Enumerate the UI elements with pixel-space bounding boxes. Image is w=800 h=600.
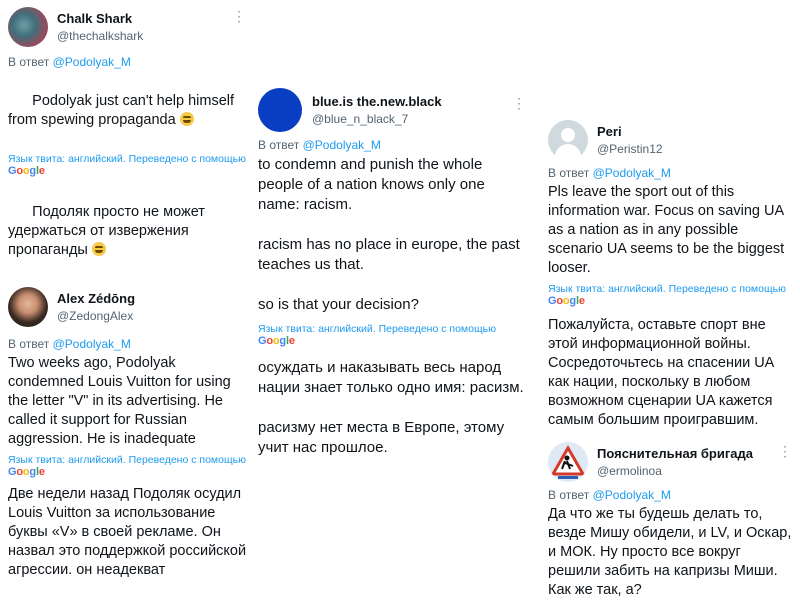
tweet-peri[interactable] (548, 118, 794, 430)
tweet-text (8, 73, 248, 149)
reply-line (258, 138, 530, 153)
mention-link[interactable]: @Podolyak_M (592, 166, 671, 180)
mention-link[interactable]: @Podolyak_M (52, 55, 131, 69)
reply-line (548, 488, 794, 503)
road-works-sign-icon (548, 442, 588, 482)
tweet-alex-zedong[interactable] (8, 285, 251, 580)
tweet-header (8, 5, 248, 49)
reply-line (8, 337, 248, 352)
display-name[interactable]: blue.is the.new.black (312, 93, 442, 109)
grinning-squinting-face-icon (92, 242, 106, 256)
column-right (548, 118, 794, 600)
google-logo: Google (258, 335, 295, 347)
more-dots-icon[interactable]: ⋮ (778, 443, 792, 459)
display-name[interactable]: Peri (597, 123, 622, 139)
avatar[interactable] (258, 88, 302, 132)
tweet-header (8, 285, 248, 329)
user-names (57, 11, 143, 44)
display-name[interactable]: Chalk Shark (57, 10, 133, 26)
tweet-header (548, 440, 794, 484)
translation-note[interactable]: Язык твита: английский. Переведено с помощью (8, 153, 246, 165)
translation-note[interactable]: Язык твита: английский. Переведено с помощью (258, 323, 496, 335)
more-dots-icon[interactable]: ⋮ (512, 95, 526, 111)
translated-text: осуждать и наказывать весь народ нации знает только одно имя: расизм. расизму нет места в Европе, этому учит нас прошлое. (258, 359, 524, 456)
reply-line (548, 166, 794, 181)
translated-text-content: Подоляк просто не может удержаться от извержения пропаганды (8, 204, 209, 258)
grinning-squinting-face-icon (180, 112, 194, 126)
tweet-header (258, 86, 530, 134)
google-logo: Google (8, 466, 45, 478)
tweet-text-content: Podolyak just can't help himself from spewing propaganda (8, 93, 239, 128)
user-handle[interactable]: @blue_n_black_7 (312, 111, 409, 126)
tweet-blue-is-the-new-black[interactable] (258, 86, 530, 458)
tweet-text: Two weeks ago, Podolyak condemned Louis Vuitton for using the letter "V" in its advertising. He called it support for Russian aggression. He is inadequate (8, 355, 235, 447)
tweet-text: Pls leave the sport out of this information war. Focus on saving UA as a nation as in any possible scenario UA seems to be the biggest looser. (548, 184, 789, 276)
tweet-text: to condemn and punish the whole people of a nation knows only one name: racism. racism has no place in europe, the past teaches us that. so is that your decision? (258, 156, 520, 313)
reply-prefix: В ответ (548, 166, 590, 180)
tweet-poyasnitelnaya-brigada[interactable] (548, 440, 794, 600)
translation-note[interactable]: Язык твита: английский. Переведено с помощью (8, 454, 246, 466)
column-middle (258, 86, 530, 458)
user-names (57, 291, 135, 324)
reply-prefix: В ответ (258, 138, 300, 152)
display-name[interactable]: Alex Zédōng (57, 290, 136, 306)
translated-text: Две недели назад Подоляк осудил Louis Vuitton за использование буквы «V» в своей рекламе. Он назвал это поддержкой российской агрессии. он неадекват (8, 486, 251, 578)
user-names (597, 446, 753, 479)
tweet-text: Да что же ты будешь делать то, везде Мишу обидели, и LV, и Оскар, и МОК. Ну просто все вокруг решили забить на капризы Миши. Как же так, а? (548, 506, 796, 598)
user-handle[interactable]: @Peristin12 (597, 141, 663, 156)
google-logo: Google (8, 165, 45, 177)
translation-note[interactable]: Язык твита: английский. Переведено с помощью (548, 283, 786, 295)
mention-link[interactable]: @Podolyak_M (302, 138, 381, 152)
user-names (597, 124, 663, 157)
translated-text: Пожалуйста, оставьте спорт вне этой информационной войны. Сосредоточьтесь на спасении UA как нации, поскольку в любом возможном сценарии UA кажется самым большим проигравшим. (548, 317, 778, 428)
display-name[interactable]: Пояснительная бригада (597, 445, 753, 461)
reply-prefix: В ответ (548, 488, 590, 502)
user-handle[interactable]: @thechalkshark (57, 28, 144, 43)
default-user-avatar-icon[interactable] (548, 120, 588, 160)
avatar[interactable] (8, 287, 48, 327)
user-handle[interactable]: @ZedongAlex (57, 308, 134, 323)
reply-prefix: В ответ (8, 337, 50, 351)
user-names (312, 94, 442, 127)
avatar[interactable] (8, 7, 48, 47)
tweet-chalk-shark[interactable] (8, 5, 248, 279)
reply-prefix: В ответ (8, 55, 50, 69)
column-left (8, 5, 251, 580)
mention-link[interactable]: @Podolyak_M (52, 337, 131, 351)
google-logo: Google (548, 295, 585, 307)
translated-text (8, 184, 248, 279)
more-dots-icon[interactable]: ⋮ (232, 8, 246, 24)
user-handle[interactable]: @ermolinoa (597, 463, 662, 478)
avatar[interactable] (548, 442, 588, 482)
reply-line (8, 55, 248, 70)
tweet-header (548, 118, 794, 162)
mention-link[interactable]: @Podolyak_M (592, 488, 671, 502)
